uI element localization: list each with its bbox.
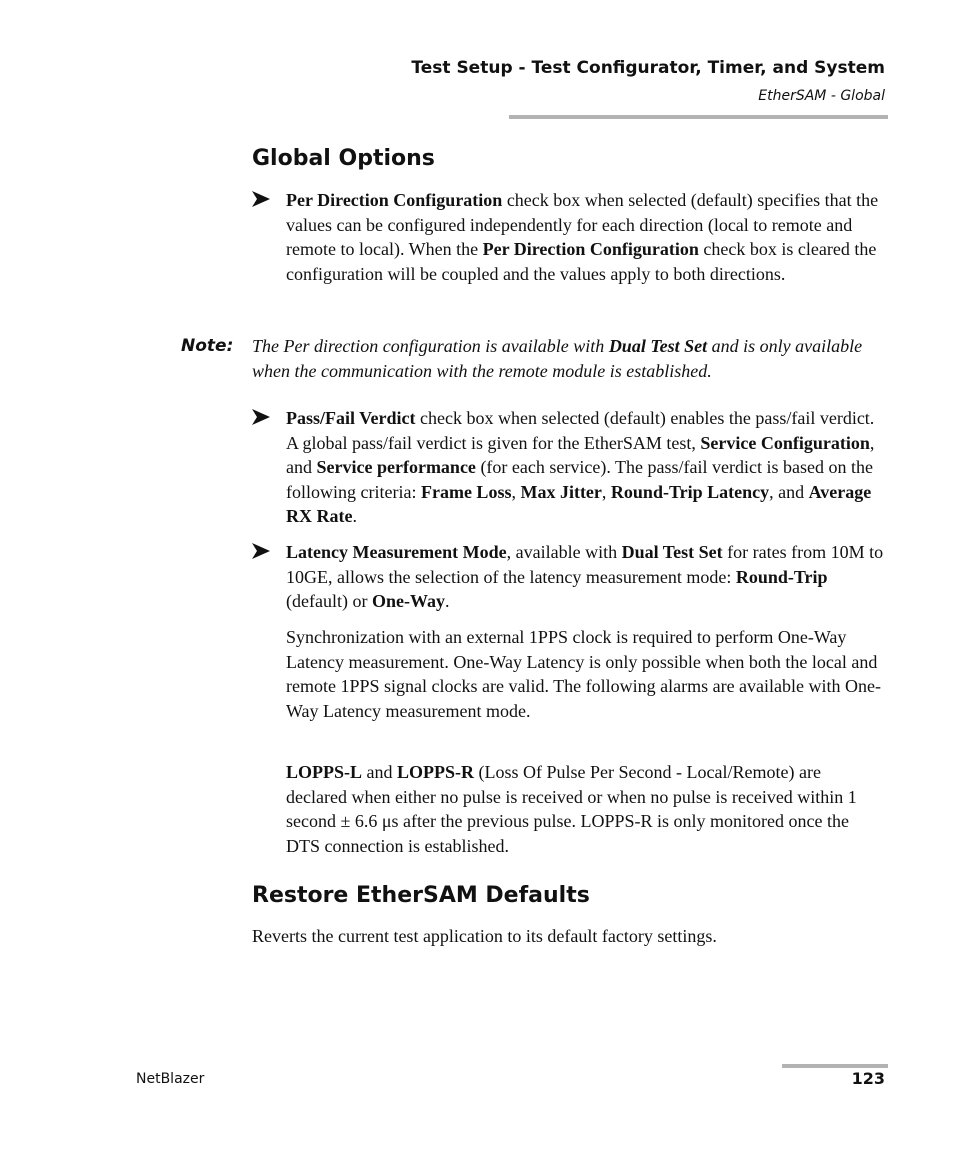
bullet-text xyxy=(286,406,886,529)
term: Service Configuration xyxy=(700,432,870,453)
term: Service performance xyxy=(316,457,476,477)
text-run: and xyxy=(362,762,398,782)
text-run: , and xyxy=(769,481,809,502)
term: Dual Test Set xyxy=(621,542,723,562)
text-run: (for each service). The pass/fail verdict is based on the following criteria: xyxy=(286,457,873,502)
text-run: check box is cleared the configuration will be coupled and the values apply to both directions. xyxy=(286,239,877,284)
term: Average RX Rate xyxy=(286,481,872,526)
text-run: . xyxy=(352,506,357,526)
term: Per Direction Configuration xyxy=(482,239,699,259)
text-run: (Loss Of Pulse Per Second - Local/Remote) are declared when either no pulse is received or when no pulse is received within 1 second ± 6.6 μs after the previous pulse. LOPPS-R is only monitored once the DTS connection is established. xyxy=(286,762,857,856)
term: LOPPS-R xyxy=(397,762,475,782)
paragraph-synchronization: Synchronization with an external 1PPS clock is required to perform One-Way Latency measurement. One-Way Latency is only possible when both the local and remote 1PPS signal clocks are valid. The following alarms are available with One-Way Latency measurement mode. xyxy=(286,627,882,721)
term: Dual Test Set xyxy=(608,336,708,356)
text-run: check box when selected (default) enables the pass/fail verdict. A global pass/fail verdict is given for the EtherSAM test, xyxy=(286,408,875,453)
text-run: , xyxy=(511,481,521,502)
bullet-text xyxy=(286,540,886,614)
footer-rule xyxy=(782,1064,888,1068)
bullet-latency-mode xyxy=(252,540,892,614)
bullet-arrow-icon xyxy=(252,191,270,207)
section-heading-global-options: Global Options xyxy=(252,146,435,171)
term: Frame Loss xyxy=(420,481,512,502)
header-title: Test Setup - Test Configurator, Timer, and System xyxy=(411,58,885,78)
text-run: The Per direction configuration is available with xyxy=(252,336,609,356)
note-label: Note: xyxy=(181,336,234,356)
page-number: 123 xyxy=(851,1069,885,1088)
paragraph-lopps xyxy=(286,760,886,858)
term: Latency Measurement Mode xyxy=(286,542,507,562)
text-run: for rates from 10M to 10GE, allows the selection of the latency measurement mode: xyxy=(286,542,884,587)
term: LOPPS-L xyxy=(286,762,363,782)
text-run: , and xyxy=(286,432,875,477)
bullet-per-direction xyxy=(252,188,892,286)
term: Per Direction Configuration xyxy=(286,190,503,210)
term: Max Jitter xyxy=(520,481,602,502)
paragraph-restore: Reverts the current test application to its default factory settings. xyxy=(252,926,717,946)
text-run: (default) or xyxy=(286,591,372,611)
term: Round-Trip xyxy=(735,566,828,587)
term: Pass/Fail Verdict xyxy=(286,408,416,428)
note-text xyxy=(252,334,902,383)
footer-product-name: NetBlazer xyxy=(136,1071,205,1087)
header-subtitle: EtherSAM - Global xyxy=(758,88,885,104)
bullet-text xyxy=(286,188,886,286)
section-heading-restore-defaults: Restore EtherSAM Defaults xyxy=(252,883,590,908)
text-run: and is only available when the communication with the remote module is established. xyxy=(252,336,863,381)
bullet-pass-fail xyxy=(252,406,892,529)
text-run: . xyxy=(444,591,450,611)
text-run: , xyxy=(601,481,611,502)
term: Round-Trip Latency xyxy=(610,481,770,502)
term: One-Way xyxy=(371,591,445,611)
header-rule xyxy=(509,115,888,119)
bullet-arrow-icon xyxy=(252,543,270,559)
text-run: , available with xyxy=(506,542,622,562)
text-run: check box when selected (default) specifies that the values can be configured independently for each direction (local to remote and remote to local). When the xyxy=(286,190,879,259)
bullet-arrow-icon xyxy=(252,409,270,425)
